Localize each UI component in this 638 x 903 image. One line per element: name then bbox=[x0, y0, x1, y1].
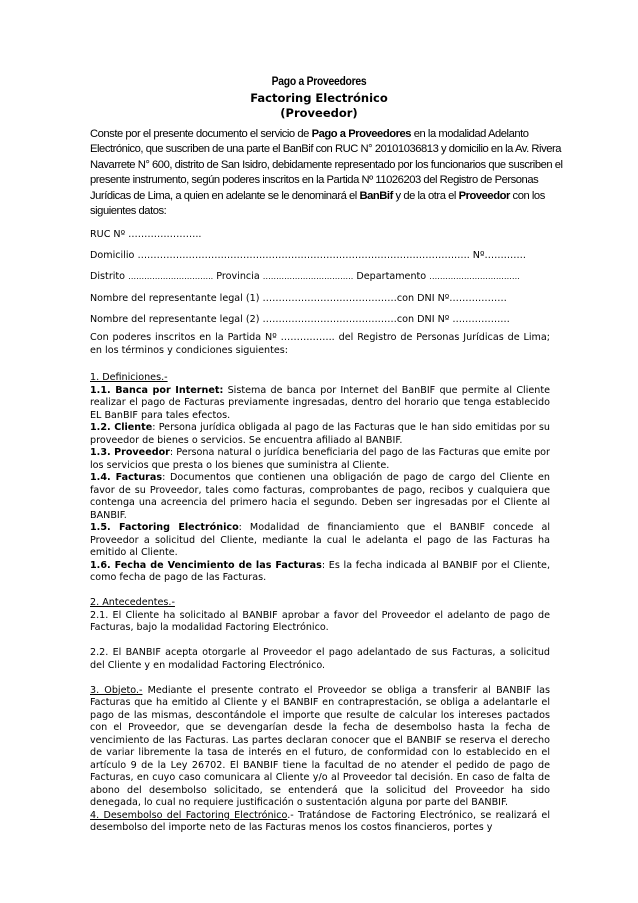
antecedente-2-2: 2.2. El BANBIF acepta otorgarle al Proveedor el pago adelantado de sus Facturas, a solicitud del Cliente y en modalidad Factoring Electrónico. bbox=[90, 647, 550, 671]
term-text: : Persona jurídica obligada al pago de las Facturas que le han sido emitidas por su proveedor de bienes o servicios. Se encuentra afiliado al BANBIF. bbox=[90, 422, 551, 446]
section-4-text: .- Tratándose de Factoring Electrónico, se realizará el desembolso del importe neto de las Facturas menos los costos financieros, portes y bbox=[90, 809, 551, 833]
intro-bold-service: Pago a Proveedores bbox=[311, 128, 412, 140]
section-3-text: Mediante el presente contrato el Proveedor se obliga a transferir al BANBIF las Facturas que ha emitido al Cliente y el BANBIF en contraprestación, se obliga a adelantarle el pago de las mismas, descontándole el importe que resulte de calcular los intereses pactados con el Proveedor, que se devengarían desde la fecha de desembolso hasta la fecha de vencimiento de las Facturas. Las partes declaran conocer que el BANBIF se reserva el derecho de variar libremente la tasa de interés en el futuro, de conformidad con lo establecido en el artículo 9 de la Ley 26702. El BANBIF tiene la facultad de no atender el pedido de pago de Facturas, en cuyo caso comunicara al Cliente y/o al Proveedor tal decisión. En caso de falta de abono del desembolso solicitado, se entenderá que la solicitud del Proveedor ha sido denegada, lo cual no requiere justificación o sustentación alguna por parte del BANBIF. bbox=[90, 684, 550, 808]
term: 1.5. Factoring Electrónico bbox=[90, 522, 239, 533]
intro-bold-proveedor: Proveedor bbox=[458, 189, 510, 202]
section-4-title: 4. Desembolso del Factoring Electrónico bbox=[90, 809, 288, 821]
doc-title: Pago a Proveedores bbox=[271, 76, 367, 88]
section-3-title: 3. Objeto.- bbox=[90, 684, 143, 696]
section-4 bbox=[90, 810, 550, 835]
term: 1.1. Banca por Internet: bbox=[90, 384, 224, 396]
distrito-dots: ………………………….. bbox=[128, 272, 214, 281]
section-3 bbox=[90, 685, 550, 810]
term-text: : Persona natural o jurídica beneficiaria del pago de las Facturas que emite por los servicios que presta o los bienes que suministra al Cliente. bbox=[90, 447, 550, 471]
definition-1-6 bbox=[90, 560, 550, 585]
field-representante-2: Nombre del representante legal (2) ……………………………………con DNI Nº ……………… bbox=[90, 314, 510, 325]
intro-text: en la modalidad Adelanto Electrónico, que suscriben de una parte el BanBif con RUC N° 20101036813 y domicilio en la Av. Rivera Navarrete N° 600, distrito de San Isidro, debidamente representado por los funcionarios que suscriben el presente instrumento, según poderes inscritos en la Partida Nº 11026203 del Registro de Personas Jurídicas de Lima, a quien en adelante se le denominará el bbox=[90, 128, 563, 202]
field-ubicacion bbox=[90, 271, 545, 282]
term-text: Sistema de banca por Internet del BanBIF que permite al Cliente realizar el pago de Facturas previamente ingresadas, dentro del horario que tenga establecido EL BanBIF para tales efectos. bbox=[90, 384, 551, 421]
term: 1.4. Facturas bbox=[90, 472, 163, 483]
definition-1-1 bbox=[90, 385, 550, 423]
definition-1-2 bbox=[90, 422, 550, 447]
doc-subtitle: Factoring Electrónico bbox=[250, 91, 388, 105]
field-poderes: Con poderes inscritos en la Partida Nº …………….. del Registro de Personas Jurídicas de Lima; en los términos y condiciones siguientes: bbox=[90, 332, 550, 356]
term: 1.2. Cliente bbox=[90, 422, 153, 433]
section-2-title: 2. Antecedentes.- bbox=[90, 597, 175, 608]
definition-1-3 bbox=[90, 447, 550, 472]
intro-text: con los siguientes datos: bbox=[90, 189, 545, 218]
intro-text: Conste por el presente documento el servicio de bbox=[90, 128, 312, 140]
term: 1.3. Proveedor bbox=[90, 447, 170, 458]
departamento-label: Departamento bbox=[353, 271, 430, 282]
provincia-dots: ……………………………. bbox=[262, 272, 354, 281]
term: 1.6. Fecha de Vencimiento de las Facturas bbox=[90, 559, 322, 571]
definition-1-4 bbox=[90, 472, 550, 522]
departamento-dots: ……………………………. bbox=[429, 272, 520, 281]
section-1-title: 1. Definiciones.- bbox=[90, 372, 168, 383]
field-ruc: RUC Nº ………………….. bbox=[90, 229, 202, 240]
term-text: : Es la fecha indicada al BANBIF por el Cliente, como fecha de pago de las Facturas. bbox=[90, 559, 550, 583]
field-domicilio: Domicilio ………………………………………………………………………………………….. Nº…………. bbox=[90, 250, 526, 261]
doc-party: (Proveedor) bbox=[280, 106, 358, 120]
term-text: : Documentos que contienen una obligación de pago de cargo del Cliente en favor de su Proveedor, tales como facturas, comprobantes de pago, recibos y cualquiera que contenga una acreencia del primero hacia el segundo. Deben ser ingresadas por el Cliente al BANBIF. bbox=[90, 472, 550, 521]
field-representante-1: Nombre del representante legal (1) ……………………………………con DNI Nº……………… bbox=[90, 293, 507, 304]
definition-1-5 bbox=[90, 522, 550, 560]
intro-paragraph bbox=[90, 127, 580, 219]
term-text: : Modalidad de financiamiento que el BANBIF concede al Proveedor a solicitud del Cliente, mediante la cual le adelanta el pago de las Facturas ha emitido al Cliente. bbox=[90, 522, 550, 558]
distrito-label: Distrito bbox=[90, 271, 129, 282]
intro-text: y de la otra el bbox=[392, 189, 459, 202]
contract-clauses bbox=[90, 372, 550, 835]
intro-bold-banbif: BanBif bbox=[359, 189, 393, 202]
antecedente-2-1: 2.1. El Cliente ha solicitado al BANBIF aprobar a favor del Proveedor el adelanto de pago de Facturas, bajo la modalidad Factoring Electrónico. bbox=[90, 609, 550, 633]
provincia-label: Provincia bbox=[213, 271, 263, 282]
